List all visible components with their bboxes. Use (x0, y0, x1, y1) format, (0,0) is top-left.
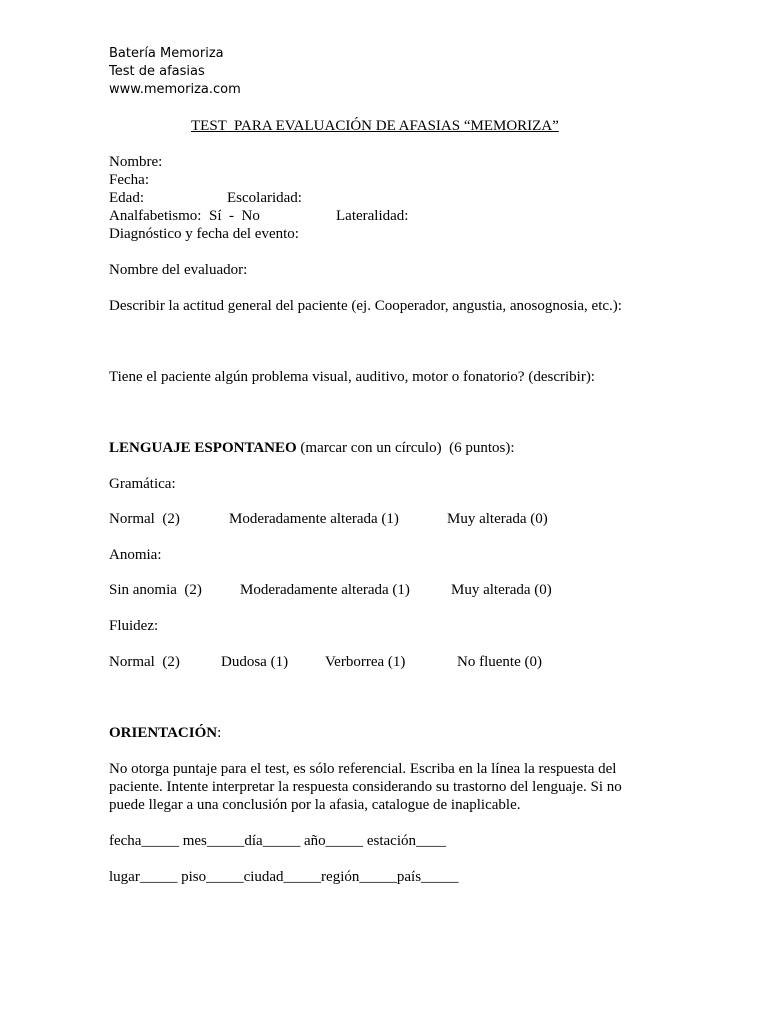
orientacion-paragraph-line: No otorga puntaje para el test, es sólo referencial. Escriba en la línea la respuesta del (109, 761, 617, 777)
fluidez-option-normal: Normal (2) (109, 654, 180, 670)
fluidez-option-dudosa: Dudosa (1) (221, 654, 289, 670)
field-fecha: Fecha: (109, 172, 149, 188)
section-orientacion-heading (109, 724, 221, 742)
anomia-option-moderada: Moderadamente alterada (1) (240, 582, 410, 598)
field-lateralidad: Lateralidad: (336, 208, 409, 224)
field-escolaridad: Escolaridad: (227, 190, 302, 206)
section-lenguaje-heading (109, 439, 515, 457)
header-test-name: Test de afasias (109, 64, 205, 79)
orientacion-heading-text: ORIENTACIÓN (109, 725, 218, 741)
orientacion-paragraph-line: paciente. Intente interpretar la respuesta considerando su trastorno del lenguaje. Si no (109, 779, 622, 795)
orientacion-blank-line-time: fecha_____ mes_____día_____ año_____ estación____ (109, 833, 447, 849)
field-diagnostico: Diagnóstico y fecha del evento: (109, 226, 299, 242)
gramatica-option-normal: Normal (2) (109, 511, 180, 527)
fluidez-option-no-fluente: No fluente (0) (457, 654, 542, 670)
gramatica-label: Gramática: (109, 476, 176, 492)
header-website: www.memoriza.com (109, 82, 241, 97)
gramatica-option-moderada: Moderadamente alterada (1) (229, 511, 399, 527)
header-battery-name: Batería Memoriza (109, 46, 224, 61)
fluidez-option-verborrea: Verborrea (1) (325, 654, 406, 670)
orientacion-paragraph-line: puede llegar a una conclusión por la afasia, catalogue de inaplicable. (109, 797, 521, 813)
fluidez-label: Fluidez: (109, 618, 159, 634)
orientacion-heading-colon: : (217, 725, 222, 741)
field-evaluador: Nombre del evaluador: (109, 262, 248, 278)
anomia-option-sin-anomia: Sin anomia (2) (109, 582, 202, 598)
anomia-label: Anomia: (109, 547, 162, 563)
gramatica-option-muy-alterada: Muy alterada (0) (447, 511, 548, 527)
lenguaje-heading-note: (marcar con un círculo) (6 puntos): (296, 440, 515, 456)
field-edad: Edad: (109, 190, 144, 206)
field-nombre: Nombre: (109, 154, 163, 170)
prompt-actitud: Describir la actitud general del paciente (ej. Cooperador, angustia, anosognosia, etc.): (109, 298, 622, 314)
document-title: TEST PARA EVALUACIÓN DE AFASIAS “MEMORIZA” (191, 118, 559, 134)
field-analfabetismo: Analfabetismo: Sí - No (109, 208, 260, 224)
orientacion-blank-line-place: lugar_____ piso_____ciudad_____región_____país_____ (109, 869, 459, 885)
lenguaje-heading-text: LENGUAJE ESPONTANEO (109, 440, 297, 456)
prompt-problema: Tiene el paciente algún problema visual, auditivo, motor o fonatorio? (describir): (109, 369, 595, 385)
anomia-option-muy-alterada: Muy alterada (0) (451, 582, 552, 598)
